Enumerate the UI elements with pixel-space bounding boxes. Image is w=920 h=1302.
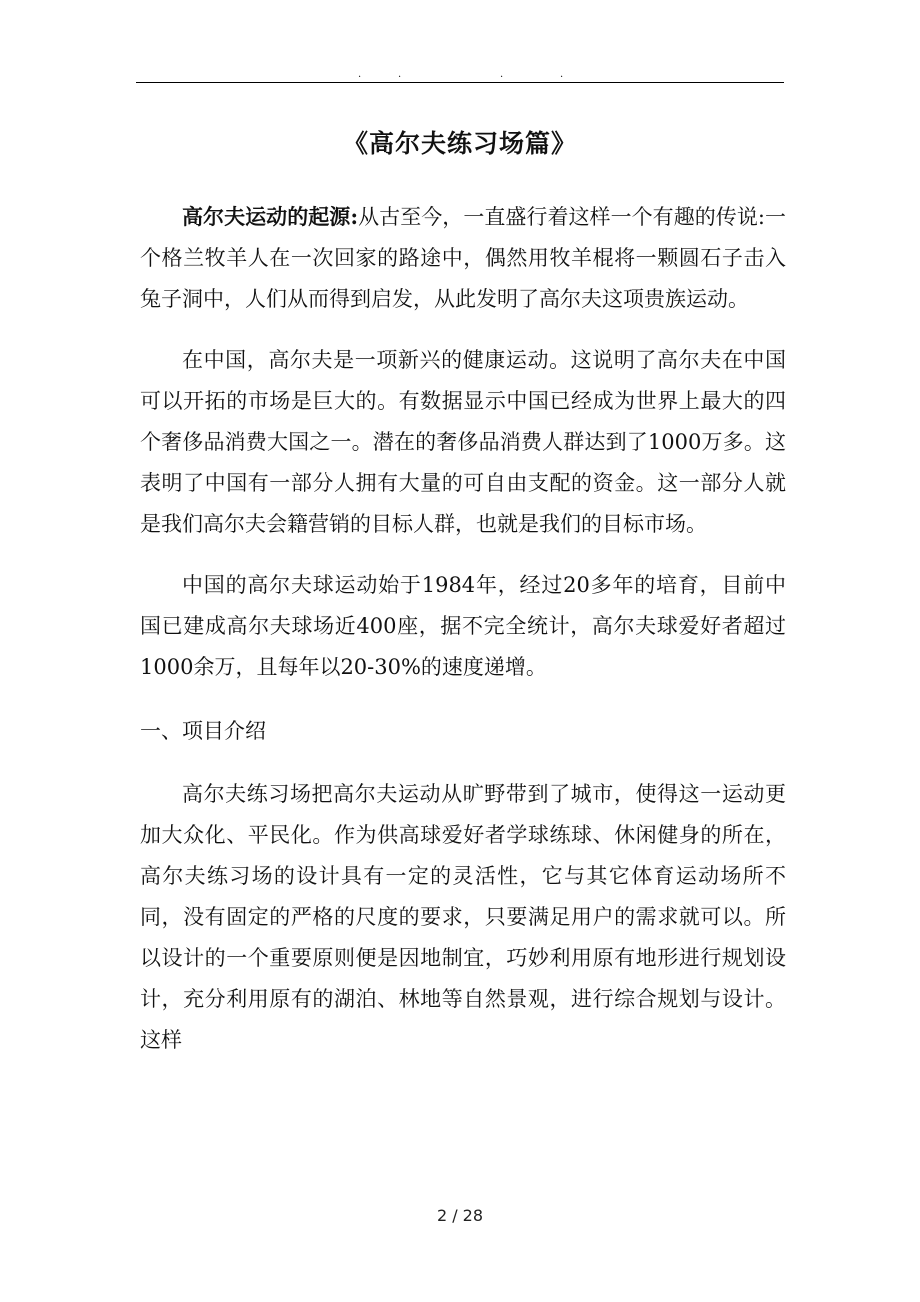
origin-body-text: 从古至今，一直盛行着这样一个有趣的传说:一个格兰牧羊人在一次回家的路途中，偶然用牧羊棍将一颗圆石子击入兔子洞中，人们从而得到启发，从此发明了高尔夫这项贵族运动。 bbox=[140, 205, 786, 311]
document-title: 《高尔夫练习场篇》 bbox=[342, 129, 577, 158]
header-dot: . bbox=[500, 69, 504, 80]
section-heading: 一、项目介绍 bbox=[140, 719, 266, 743]
paragraph-stats: 中国的高尔夫球运动始于1984年，经过20多年的培育，目前中国已建成高尔夫球场近400座，据不完全统计，高尔夫球爱好者超过1000余万，且每年以20-30%的速度递增。 bbox=[140, 573, 786, 679]
header-dot: . bbox=[560, 69, 564, 80]
document-body bbox=[140, 196, 786, 1061]
header-dot: . bbox=[398, 69, 402, 80]
page-number: 2 / 28 bbox=[436, 1206, 484, 1225]
header-dots bbox=[136, 70, 784, 82]
header-divider bbox=[136, 82, 784, 83]
paragraph-intro: 高尔夫练习场把高尔夫运动从旷野带到了城市，使得这一运动更加大众化、平民化。作为供高球爱好者学球练球、休闲健身的所在，高尔夫练习场的设计具有一定的灵活性，它与其它体育运动场所不同，没有固定的严格的尺度的要求，只要满足用户的需求就可以。所以设计的一个重要原则便是因地制宜，巧妙利用原有地形进行规划设计，充分利用原有的湖泊、林地等自然景观，进行综合规划与设计。这样 bbox=[140, 782, 786, 1052]
paragraph-market: 在中国，高尔夫是一项新兴的健康运动。这说明了高尔夫在中国可以开拓的市场是巨大的。有数据显示中国已经成为世界上最大的四个奢侈品消费大国之一。潜在的奢侈品消费人群达到了1000万多。这表明了中国有一部分人拥有大量的可自由支配的资金。这一部分人就是我们高尔夫会籍营销的目标人群，也就是我们的目标市场。 bbox=[140, 348, 786, 536]
header-dot: . bbox=[358, 69, 362, 80]
origin-lead-text: 高尔夫运动的起源: bbox=[182, 204, 359, 229]
paragraph-origin bbox=[140, 196, 786, 320]
